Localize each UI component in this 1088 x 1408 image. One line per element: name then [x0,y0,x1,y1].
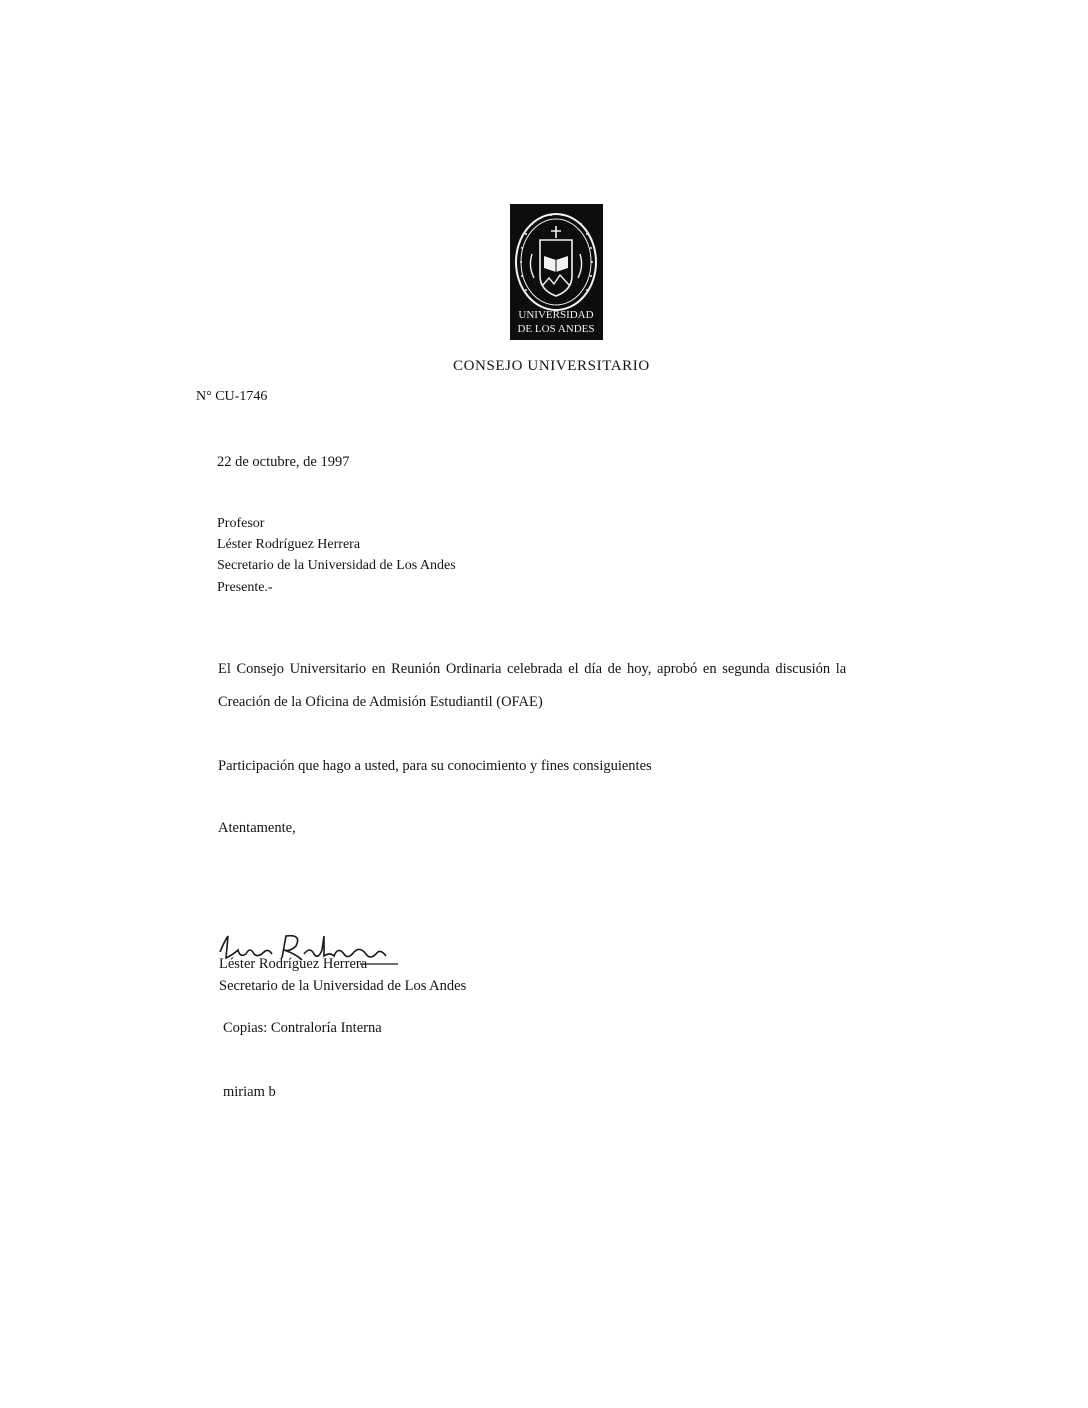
closing: Atentamente, [218,820,296,836]
recipient-title: Profesor [217,516,265,531]
body-paragraph1-line2: Creación de la Oficina de Admisión Estudiantil (OFAE) [218,694,543,710]
typist-initials: miriam b [223,1084,276,1100]
recipient-name: Léster Rodríguez Herrera [217,537,361,552]
council-heading: CONSEJO UNIVERSITARIO [453,358,650,374]
signature-position: Secretario de la Universidad de Los Andes [219,978,467,994]
recipient-position: Secretario de la Universidad de Los Andes [217,558,456,573]
seal-text-line2: DE LOS ANDES [517,323,595,335]
seal-text-line1: UNIVERSIDAD [518,309,594,321]
body-paragraph2: Participación que hago a usted, para su conocimiento y fines consiguientes [218,758,652,774]
body-paragraph1-line1: El Consejo Universitario en Reunión Ordinaria celebrada el día de hoy, aprobó en segunda discusión la [218,661,847,677]
signature-name: Léster Rodríguez Herrera [219,956,368,972]
recipient-salutation: Presente.- [217,580,273,595]
university-seal-icon [510,204,603,340]
reference-number: N° CU-1746 [196,389,268,404]
letter-date: 22 de octubre, de 1997 [217,454,350,470]
copies-line: Copias: Contraloría Interna [223,1020,382,1036]
